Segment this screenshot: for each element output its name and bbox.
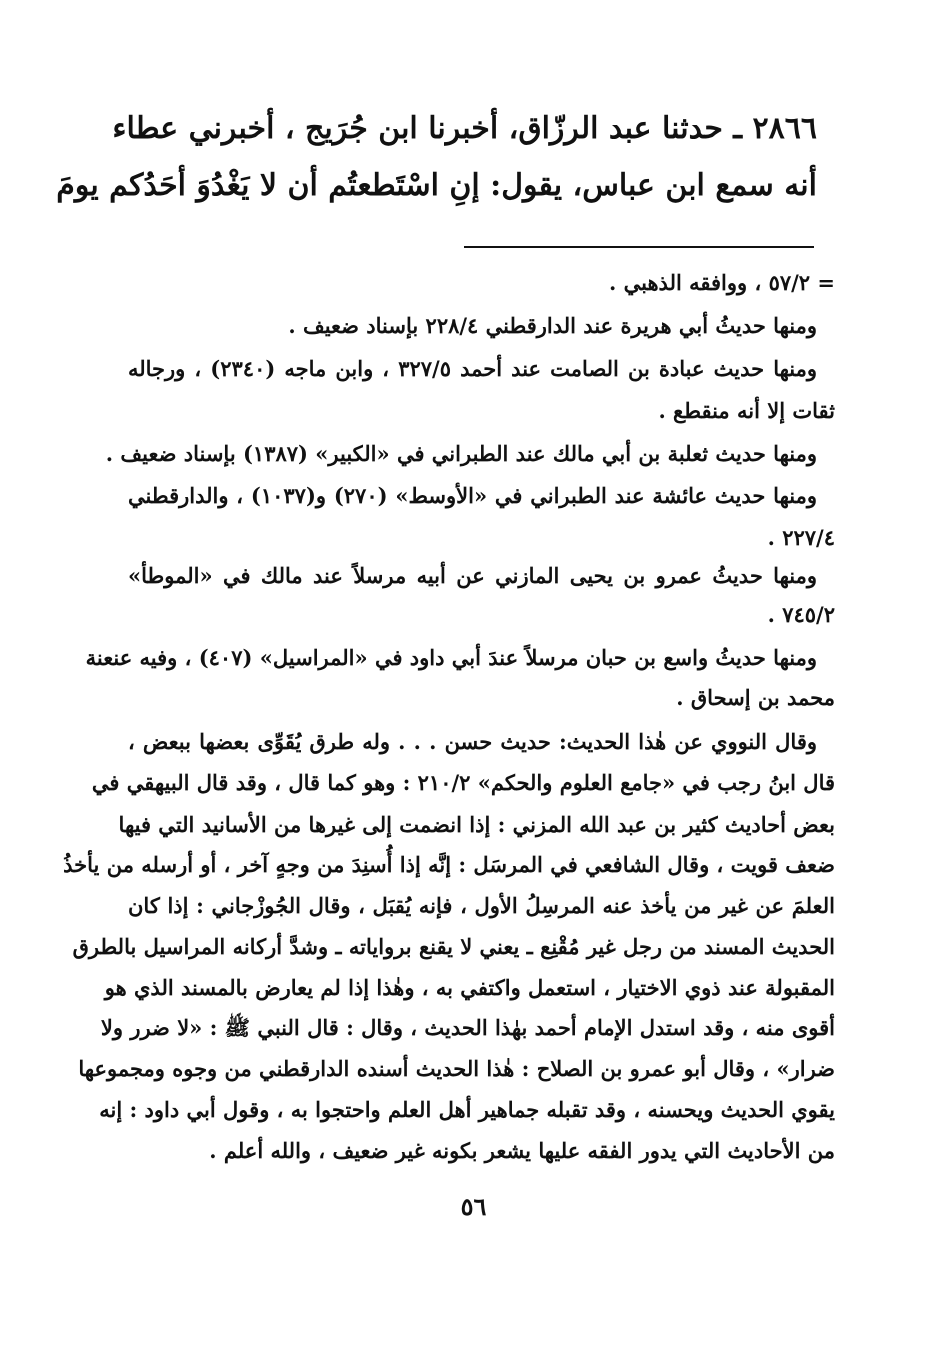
footnote-line-13: قال ابنُ رجب في «جامع العلوم والحكم» ٢١٠/٢ : وهو كما قال ، وقد قال البيهقي في — [91, 770, 835, 795]
footnote-line-22: من الأحاديث التي يدور الفقه عليها يشعر بكونه غير ضعيف ، والله أعلم . — [209, 1138, 835, 1163]
hadith-text-line-1: ٢٨٦٦ ـ حدثنا عبد الرزّاق، أخبرنا ابن جُرَيج ، أخبرني عطاء — [112, 111, 817, 146]
footnote-line-20: ضرار» ، وقال أبو عمرو بن الصلاح : هٰذا الحديث أسنده الدارقطني من وجوه ومجموعها — [78, 1056, 835, 1081]
footnote-line-2: ومنها حديثُ أبي هريرة عند الدارقطني ٢٢٨/٤ بإسناد ضعيف . — [288, 313, 817, 338]
footnote-line-19: أقوى منه ، وقد استدل الإمام أحمد بهٰذا الحديث ، وقال : قال النبي ﷺ : «لا ضرر ولا — [100, 1015, 835, 1040]
footnote-line-18: المقبولة عند ذوي الاختيار ، استعمل واكتفي به ، وهٰذا إذا لم يعارض بالمسند الذي هو — [104, 975, 835, 1000]
footnote-line-15: ضعف قويت ، وقال الشافعي في المرسَل : إنَّه إذا أُسنِدَ من وجهٍ آخر ، أو أرسله من يأخذُ — [63, 852, 835, 877]
footnote-line-16: العلمَ عن غير من يأخذ عنه المرسِلُ الأول ، فإنه يُقبَل ، وقال الجُوزْجاني : إذا كان — [128, 893, 835, 918]
footnote-line-8: ومنها حديثُ عمرو بن يحيى المازني عن أبيه مرسلاً عند مالك في «الموطأ» — [128, 563, 817, 588]
page-number: ٥٦ — [460, 1192, 487, 1221]
footnote-line-11: محمد بن إسحاق . — [676, 685, 835, 710]
footnote-line-7: ٢٢٧/٤ . — [767, 525, 835, 550]
footnote-line-3: ومنها حديث عبادة بن الصامت عند أحمد ٣٢٧/٥ ، وابن ماجه (٢٣٤٠) ، ورجاله — [128, 356, 818, 381]
footnote-line-9: ٧٤٥/٢ . — [767, 602, 835, 627]
footnote-line-14: بعض أحاديث كثير بن عبد الله المزني : إذا انضمت إلى غيرها من الأسانيد التي فيها — [118, 812, 835, 837]
footnote-line-17: الحديث المسند من رجل غير مُقْنِع ـ يعني لا يقنع برواياته ـ وشدَّ أركانه المراسيل بالطرق — [72, 934, 835, 959]
footnote-line-21: يقوي الحديث ويحسنه ، وقد تقبله جماهير أهل العلم واحتجوا به ، وقول أبي داود : إنه — [99, 1097, 835, 1122]
footnote-line-4: ثقات إلا أنه منقطع . — [658, 398, 835, 423]
footnote-line-10: ومنها حديثُ واسع بن حبان مرسلاً عندَ أبي داود في «المراسيل» (٤٠٧) ، وفيه عنعنة — [85, 645, 817, 670]
footnote-line-6: ومنها حديث عائشة عند الطبراني في «الأوسط» (٢٧٠) و(١٠٣٧) ، والدارقطني — [128, 483, 817, 508]
footnote-line-1: = ٥٧/٢ ، ووافقه الذهبي . — [609, 270, 835, 295]
footnote-line-5: ومنها حديث ثعلبة بن أبي مالك عند الطبراني في «الكبير» (١٣٨٧) بإسناد ضعيف . — [105, 441, 817, 466]
footnote-line-12: وقال النووي عن هٰذا الحديث: حديث حسن . . . وله طرق يُقَوِّى بعضها ببعض ، — [128, 729, 817, 754]
footnote-separator — [464, 246, 814, 248]
hadith-text-line-2: أنه سمع ابن عباس، يقول: إنِ اسْتَطعتُم أن لا يَغْدُوَ أحَدُكم يومَ — [56, 168, 817, 203]
